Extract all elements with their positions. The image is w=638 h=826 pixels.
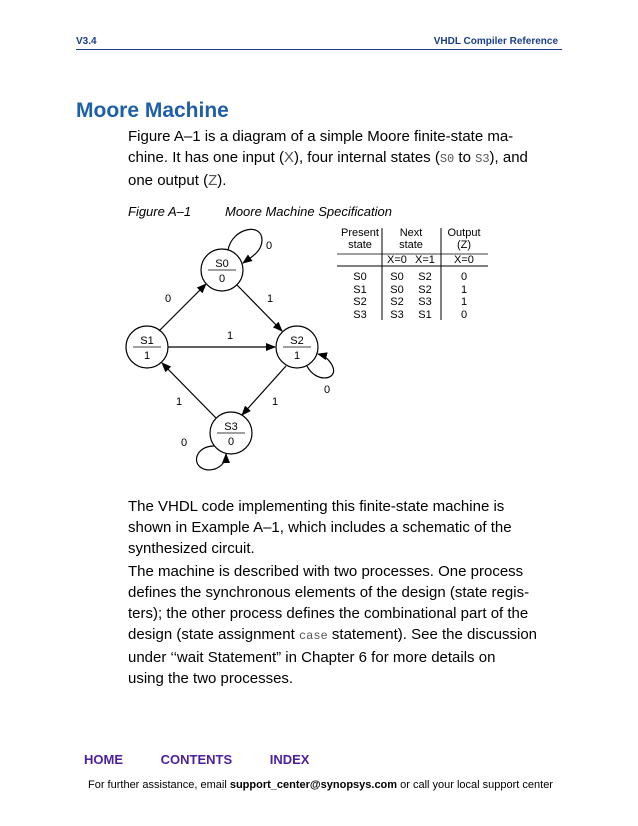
table-subheader-x0: X=0 xyxy=(387,254,407,266)
transition-s0-s2 xyxy=(237,285,282,331)
table-cell: S2 xyxy=(418,271,432,283)
last-state-code: S3 xyxy=(475,152,490,166)
transition-s2-s3 xyxy=(242,366,286,415)
state-transition-table xyxy=(337,227,488,321)
intro-text: chine. It has one input ( xyxy=(128,149,284,166)
index-link[interactable]: INDEX xyxy=(269,752,310,767)
label-s3-self: 0 xyxy=(181,437,188,449)
state-s2-output: 1 xyxy=(293,350,301,362)
section-title: Moore Machine xyxy=(76,99,229,122)
body-line: The VHDL code implementing this finite-state machine is xyxy=(128,498,505,515)
transition-s1-s0 xyxy=(159,284,206,331)
table-cell: S3 xyxy=(353,309,367,321)
home-link[interactable]: HOME xyxy=(84,752,123,767)
state-s3 xyxy=(210,412,252,454)
intro-text: ). xyxy=(217,172,227,189)
table-cell: S0 xyxy=(353,271,367,283)
output-name: Z xyxy=(208,172,218,189)
contents-link[interactable]: CONTENTS xyxy=(160,752,233,767)
document-title: VHDL Compiler Reference xyxy=(433,36,558,47)
table-cell: 1 xyxy=(460,284,468,296)
label-s1-s0: 0 xyxy=(165,293,172,305)
body-line: synthesized circuit. xyxy=(128,540,255,557)
label-s3-s1: 1 xyxy=(176,396,183,408)
intro-line-1: Figure A–1 is a diagram of a simple Moore finite-state ma- xyxy=(128,128,514,145)
table-header-present: Present xyxy=(341,227,379,239)
input-name: X xyxy=(283,149,294,166)
body-line: under ‘‘wait Statement” in Chapter 6 for more details on xyxy=(128,649,496,666)
label-s0-s2: 1 xyxy=(267,293,274,305)
state-s2 xyxy=(276,326,318,368)
body-text: statement). See the discussion xyxy=(327,626,538,643)
support-email: support_center@synopsys.com xyxy=(229,779,398,791)
intro-text: ), and xyxy=(489,149,528,166)
state-s0-name: S0 xyxy=(215,258,229,270)
table-header-output: Output xyxy=(447,227,481,239)
label-s2-self: 0 xyxy=(324,384,331,396)
footer-assistance xyxy=(88,779,553,791)
body-line: using the two processes. xyxy=(128,670,294,687)
transition-s3-s1 xyxy=(162,363,216,418)
label-s1-s2: 1 xyxy=(227,330,234,342)
first-state-code: S0 xyxy=(439,152,455,166)
state-s3-name: S3 xyxy=(224,421,238,433)
table-cell: S2 xyxy=(390,296,404,308)
table-cell: S2 xyxy=(353,296,367,308)
body-line: shown in Example A–1, which includes a schematic of the xyxy=(128,519,512,536)
table-cell: S2 xyxy=(418,284,432,296)
body-line: ters); the other process defines the combinational part of the xyxy=(128,605,529,622)
body-text: design (state assignment xyxy=(128,626,299,643)
state-s1 xyxy=(126,326,168,368)
body-paragraph-1 xyxy=(128,496,568,559)
table-cell: 1 xyxy=(460,296,468,308)
table-header-present-2: state xyxy=(348,239,372,251)
state-s0-output: 0 xyxy=(218,273,226,285)
table-cell: S1 xyxy=(353,284,367,296)
table-cell: 0 xyxy=(460,309,468,321)
table-header-next: Next xyxy=(399,227,423,239)
version-label: V3.4 xyxy=(76,36,97,47)
intro-text: to xyxy=(454,149,476,166)
figure-number: Figure A–1 xyxy=(128,204,192,219)
state-s1-name: S1 xyxy=(140,335,154,347)
table-cell: S0 xyxy=(390,284,404,296)
assist-prefix: For further assistance, email xyxy=(88,779,230,791)
body-line: defines the synchronous elements of the design (state regis- xyxy=(128,584,530,601)
table-header-next-2: state xyxy=(399,239,423,251)
body-line: The machine is described with two processes. One process xyxy=(128,563,524,580)
footer-nav xyxy=(84,752,343,767)
body-line xyxy=(128,624,568,647)
state-s2-name: S2 xyxy=(290,335,304,347)
intro-text: ), four internal states ( xyxy=(293,149,440,166)
case-keyword: case xyxy=(298,629,328,643)
table-cell: S1 xyxy=(418,309,432,321)
intro-text: one output ( xyxy=(128,172,209,189)
body-paragraph-2 xyxy=(128,561,568,689)
table-header-output-2: (Z) xyxy=(456,239,472,251)
table-subheader-out: X=0 xyxy=(454,254,474,266)
table-cell: 0 xyxy=(460,271,468,283)
figure-title: Moore Machine Specification xyxy=(225,204,392,219)
state-s0 xyxy=(201,249,243,291)
state-s3-output: 0 xyxy=(227,436,235,448)
table-subheader-x1: X=1 xyxy=(415,254,435,266)
label-s0-self: 0 xyxy=(266,240,273,252)
label-s2-s3: 1 xyxy=(272,396,279,408)
table-cell: S3 xyxy=(418,296,432,308)
assist-suffix: or call your local support center xyxy=(397,779,553,791)
table-cell: S3 xyxy=(390,309,404,321)
table-cell: S0 xyxy=(390,271,404,283)
state-s1-output: 1 xyxy=(143,350,151,362)
